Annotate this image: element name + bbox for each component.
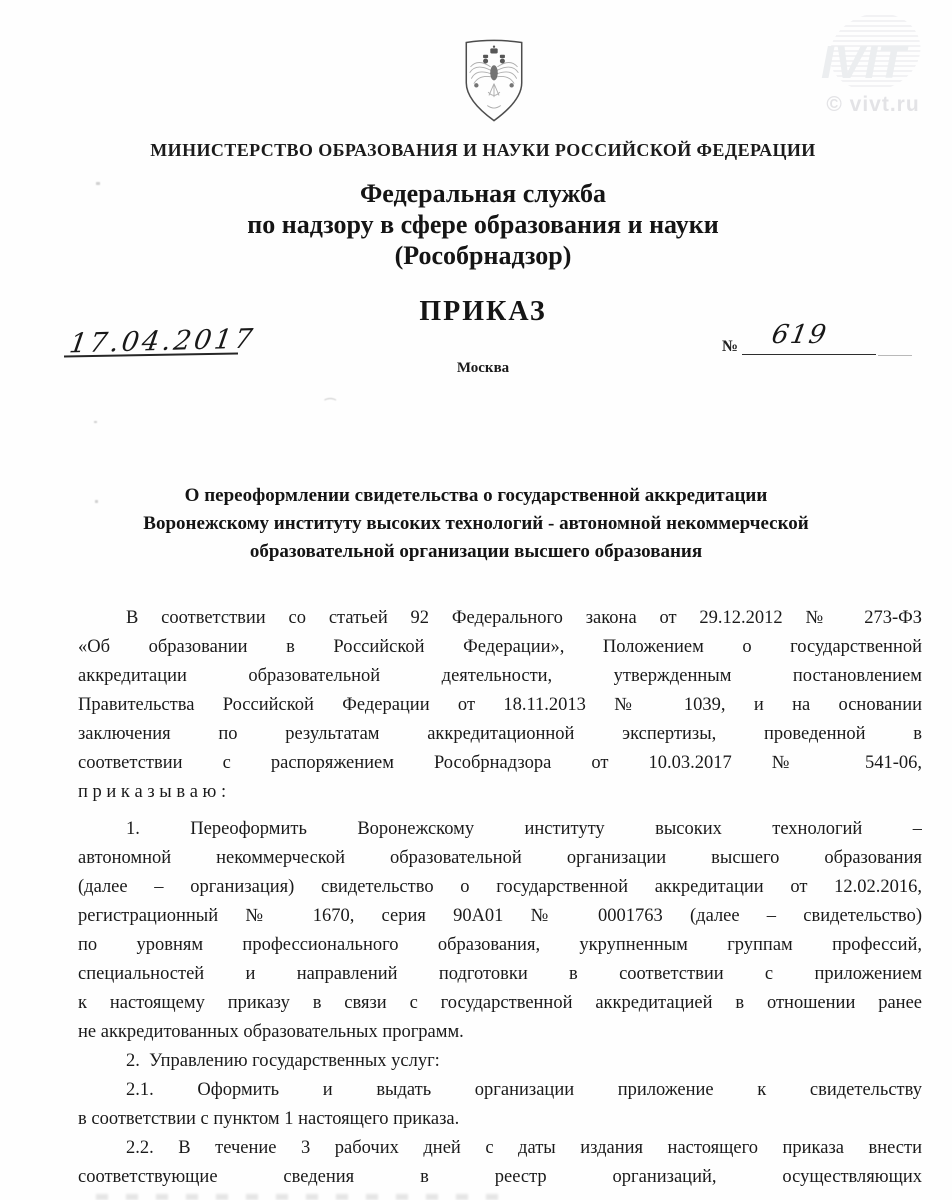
body-line: 2. Управлению государственных услуг:	[126, 1051, 440, 1071]
scan-artifact	[95, 500, 98, 503]
body-line: Правительства Российской Федерации от 18.11.2013 № 1039, и на основании	[78, 695, 922, 715]
subject-line3: образовательной организации высшего образования	[249, 541, 703, 562]
number-sign: №	[722, 338, 739, 355]
subject-line1: О переоформлении свидетельства о государственной аккредитации	[184, 485, 768, 506]
scan-artifact-cutoff-line	[96, 1194, 516, 1200]
service-title-line3: (Рособрнадзор)	[394, 241, 572, 270]
vivt-logo-icon	[813, 12, 933, 94]
body-line: аккредитации образовательной деятельности, утвержденным постановлением	[78, 666, 922, 686]
body-line: не аккредитованных образовательных программ.	[78, 1022, 464, 1042]
body-line: специальностей и направлений подготовки в соответствии с приложением	[78, 964, 922, 984]
service-title	[0, 178, 952, 271]
body-line: по уровням профессионального образования, укрупненным группам профессий,	[78, 935, 922, 955]
body-line: 2.2. В течение 3 рабочих дней с даты издания настоящего приказа внести	[126, 1138, 922, 1158]
watermark-logo-text: IVIT	[821, 36, 906, 88]
scan-artifact: ⁀	[325, 398, 336, 413]
body-line: заключения по результатам аккредитационной экспертизы, проведенной в	[78, 724, 922, 744]
city-label: Москва	[456, 360, 510, 376]
subject-line2: Воронежскому институту высоких технологий - автономной некоммерческой	[143, 513, 809, 534]
body-line: В соответствии со статьей 92 Федерального закона от 29.12.2012 № 273-ФЗ	[126, 608, 922, 628]
body-line: 1. Переоформить Воронежскому институту высоких технологий –	[126, 819, 922, 839]
handwritten-date: 17.04.2017	[67, 323, 258, 360]
number-underline-faint	[878, 355, 912, 356]
body-line: «Об образовании в Российской Федерации», Положением о государственной	[78, 637, 922, 657]
number-underline	[742, 354, 876, 355]
body-line: соответствующие сведения в реестр организаций, осуществляющих	[78, 1167, 922, 1187]
handwritten-number: 619	[769, 320, 831, 350]
watermark-credit: © vivt.ru	[826, 93, 920, 116]
body-line: автономной некоммерческой образовательной организации высшего образования	[78, 848, 922, 868]
body-text	[78, 604, 922, 1192]
body-line: п р и к а з ы в а ю :	[78, 782, 227, 802]
body-line: регистрационный № 1670, серия 90А01 № 0001763 (далее – свидетельство)	[78, 906, 922, 926]
document-type-heading: ПРИКАЗ	[419, 296, 547, 327]
ministry-title: МИНИСТЕРСТВО ОБРАЗОВАНИЯ И НАУКИ РОССИЙСКОЙ ФЕДЕРАЦИИ	[150, 140, 816, 160]
body-line: в соответствии с пунктом 1 настоящего приказа.	[78, 1109, 460, 1129]
body-line: (далее – организация) свидетельство о государственной аккредитации от 12.02.2016,	[78, 877, 922, 897]
service-title-line1: Федеральная служба	[359, 179, 607, 208]
body-line: к настоящему приказу в связи с государственной аккредитацией в отношении ранее	[78, 993, 922, 1013]
site-watermark	[798, 12, 948, 117]
scan-artifact	[96, 182, 100, 185]
scan-artifact	[94, 421, 97, 423]
coat-of-arms-emblem	[452, 36, 536, 128]
body-line: соответствии с распоряжением Рособрнадзора от 10.03.2017 № 541-06,	[78, 753, 922, 773]
body-line: 2.1. Оформить и выдать организации приложение к свидетельству	[126, 1080, 922, 1100]
order-subject	[71, 482, 881, 566]
service-title-line2: по надзору в сфере образования и науки	[247, 210, 719, 239]
